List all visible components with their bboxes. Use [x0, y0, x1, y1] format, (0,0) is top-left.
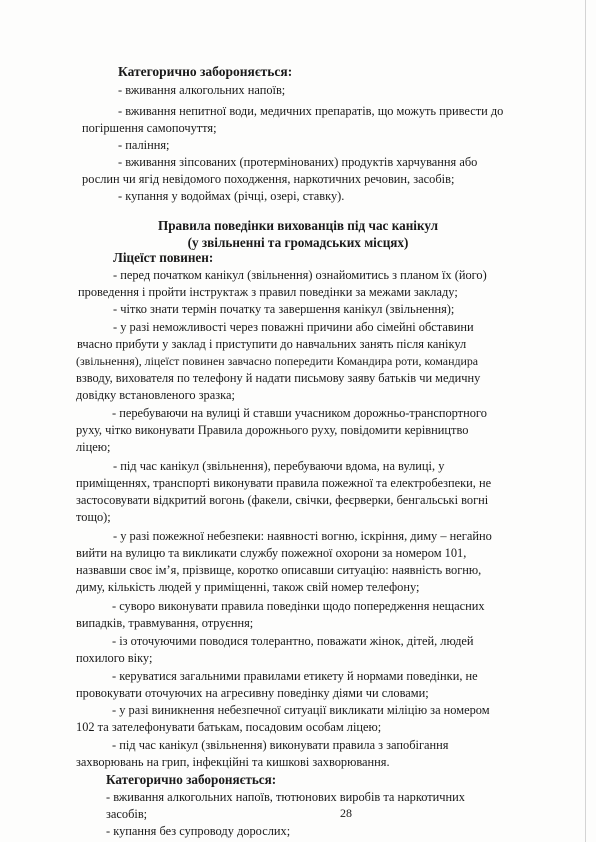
rules-line: провокувати оточуючих на агресивну поведінку діями чи словами; — [76, 686, 429, 700]
list-item: - вживання алкогольних напоїв, тютюнових виробів та наркотичних — [106, 790, 465, 804]
rules-line: - суворо виконувати правила поведінки щодо попередження нещасних — [112, 599, 485, 613]
rules-line: взводу, вихователя по телефону й надати письмову заяву батьків чи медичну — [76, 371, 481, 385]
rules-line: вчасно прибути у заклад і приступити до навчальних занять після канікул — [77, 337, 467, 351]
page-number: 28 — [340, 806, 352, 820]
rules-line: застосовувати відкритий вогонь (факели, свічки, феєрверки, бенгальські вогні — [76, 493, 489, 507]
rules-line: - у разі пожежної небезпеки: наявності вогню, іскріння, диму – негайно — [113, 529, 492, 543]
rules-line: руху, чітко виконувати Правила дорожнього руху, повідомити керівництво — [76, 423, 469, 437]
list-item: засобів; — [106, 807, 148, 821]
list-item: погіршення самопочуття; — [82, 121, 217, 135]
section-heading: Категорично забороняється: — [106, 772, 277, 787]
rules-line: тощо); — [76, 510, 111, 524]
list-item: - вживання алкогольних напоїв; — [118, 83, 286, 97]
rules-line: назвавши своє ім’я, прізвище, коротко описавши ситуацію: наявність вогню, — [76, 563, 482, 577]
rules-line: - із оточуючими поводися толерантно, поважати жінок, дітей, людей — [112, 634, 474, 648]
rules-title: Правила поведінки вихованців під час канікул — [157, 218, 439, 233]
rules-line: (звільнення), ліцеїст повинен завчасно попередити Командира роти, командира — [76, 354, 479, 368]
rules-line: захворювань на грип, інфекційні та кишкові захворювання. — [76, 755, 390, 769]
list-item: рослин чи ягід невідомого походження, наркотичних речовин, засобів; — [82, 172, 455, 186]
rules-line: - у разі неможливості через поважні причини або сімейні обставини — [113, 320, 474, 334]
section-heading: Категорично забороняється: — [118, 64, 293, 79]
rules-line: ліцею; — [76, 440, 111, 454]
list-item: - купання без супроводу дорослих; — [106, 824, 291, 838]
rules-line: випадків, травмування, отруєння; — [76, 616, 254, 630]
rules-line: 102 та зателефонувати батькам, посадовим особам ліцею; — [76, 720, 382, 734]
rules-line: - чітко знати термін початку та завершення канікул (звільнення); — [113, 302, 455, 316]
list-item: - купання у водоймах (річці, озері, ставку). — [118, 189, 345, 203]
rules-line: проведення і пройти інструктаж з правил поведінки за межами закладу; — [78, 285, 458, 299]
rules-line: - керуватися загальними правилами етикету й нормами поведінки, не — [112, 669, 478, 683]
list-item: - вживання зіпсованих (протермінованих) продуктів харчування або — [118, 155, 478, 169]
rules-line: приміщеннях, транспорті виконувати правила пожежної та електробезпеки, не — [76, 476, 492, 490]
list-item: - вживання непитної води, медичних препаратів, що можуть привести до — [118, 104, 504, 118]
rules-line: - під час канікул (звільнення) виконувати правила з запобігання — [112, 738, 449, 752]
page-edge-line — [585, 0, 586, 842]
rules-line: похилого віку; — [76, 651, 153, 665]
rules-line: вийти на вулицю та викликати службу пожежної охорони за номером 101, — [76, 546, 467, 560]
rules-line: - перебуваючи на вулиці й ставши учасником дорожньо-транспортного — [112, 406, 487, 420]
rules-line: довідку встановленого зразка; — [76, 388, 235, 402]
rules-line: - під час канікул (звільнення), перебуваючи вдома, на вулиці, у — [113, 459, 445, 473]
rules-line: диму, кількість людей у приміщенні, також свій номер телефону; — [76, 580, 420, 594]
rules-line: - перед початком канікул (звільнення) ознайомитись з планом їх (його) — [113, 268, 487, 282]
rules-line: - у разі виникнення небезпечної ситуації викликати міліцію за номером — [112, 703, 490, 717]
list-item: - паління; — [118, 138, 170, 152]
rules-subtitle: Ліцеїст повинен: — [113, 250, 214, 265]
rules-title-sub: (у звільненні та громадських місцях) — [187, 235, 409, 250]
